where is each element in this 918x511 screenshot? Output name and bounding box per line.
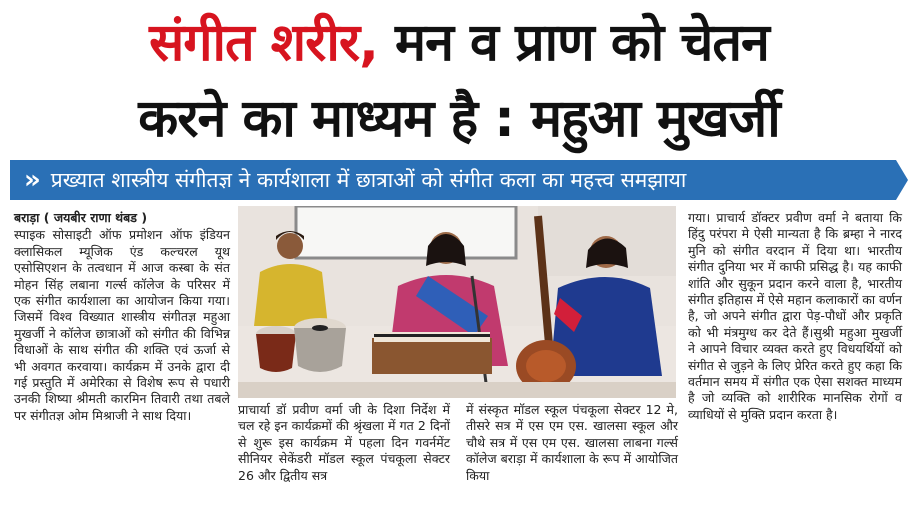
article-col1-text: स्पाइक सोसाइटी ऑफ प्रमोशन ऑफ इंडियन क्लासिकल म्यूजिक एंड कल्चरल यूथ एसोसिएशन के तत्वधान में आज कस्बा के संत मोहन सिंह लबाना गर्ल्स कॉलेज के परिसर में एक संगीत कार्यशाला का आयोजन किया गया। जिसमें विश्व विख्यात शास्त्रीय संगीतज्ञ महुआ मुखर्जी ने कॉलेज छात्राओं को संगीत की विभिन्न विधाओं के साथ संगीत की शक्ति एवं ऊर्जा से भी अवगत करवाया। कार्यक्रम में उनके द्वारा दी गई प्रस्तुति में अमेरिका से विशेष रूप से पधारी उनकी शिष्या श्रीमती कारमिन तिवारी तथा तबले पर संगीतज्ञ ओम मिश्राजी ने साथ दिया। [14,227,230,423]
article-dateline: बराड़ा ( जयबीर राणा थंबड ) [14,210,148,225]
article-column-3: में संस्कृत मॉडल स्कूल पंचकूला सेक्टर 12 मे, तीसरे सत्र में एस एम एस. खालसा स्कूल और चौथे सत्र में एस एम एस. खालसा लाबना गर्ल्स कॉलेज बराड़ा में कार्यशाला के रूप में आयोजित किया [466,402,678,483]
headline-rest-part: मन व प्राण को चेतन [377,13,769,73]
article-column-2: प्राचार्या डॉ प्रवीण वर्मा जी के दिशा निर्देश में चल रहे इन कार्यक्रमों की श्रृंखला में गत 2 दिनों से शुरू इस कार्यक्रम में पहला दिन गवर्नमेंट सीनियर सेकेंडरी मॉडल स्कूल पंचकूला सेक्टर 26 और द्वितीय सत्र [238,402,450,483]
article-column-1 [14,210,230,424]
subbar-arrow-tail [896,160,908,200]
article-photo [238,206,676,398]
subheadline-bar [10,160,896,200]
double-chevron-icon: » [24,165,41,195]
article-column-4: गया। प्राचार्य डॉक्टर प्रवीण वर्मा ने बताया कि हिंदु परंपरा मे ऐसी मान्यता है कि ब्रम्हा ने नारद मुनि को संगीत वरदान में दिया था। भारतीय संगीत दुनिया भर में काफी प्रसिद्ध है। यह काफी शांति और सुकून प्रदान करने वाला है, भारतीय संगीत इतिहास में ऐसे महान कलाकारों का वर्णन है, जो अपने संगीत द्वारा पेड़-पौधों और प्रकृति को भी मंत्रमुग्ध कर देते हैं।सुश्री महुआ मुखर्जी ने आपने विचार व्यक्त करते हुए विधयर्थियों को संगीत से जुड़ने के लिए प्रेरित करते हुए कहा कि वर्तमान समय में संगीत एक ऐसा सशक्त माध्यम है जो व्यक्ति को शारीरिक मानसिक रोगों व व्याधियों से मुक्ति प्रदान करता है। [688,210,902,422]
subheadline-text: प्रख्यात शास्त्रीय संगीतज्ञ ने कार्यशाला में छात्राओं को संगीत कला का महत्त्व समझाया [50,168,687,192]
headline-line-2: करने का माध्यम है : महुआ मुखर्जी [138,89,780,149]
headline-line-1 [0,8,918,78]
musicians-illustration [238,206,676,398]
headline-red-part: संगीत शरीर, [149,13,378,73]
